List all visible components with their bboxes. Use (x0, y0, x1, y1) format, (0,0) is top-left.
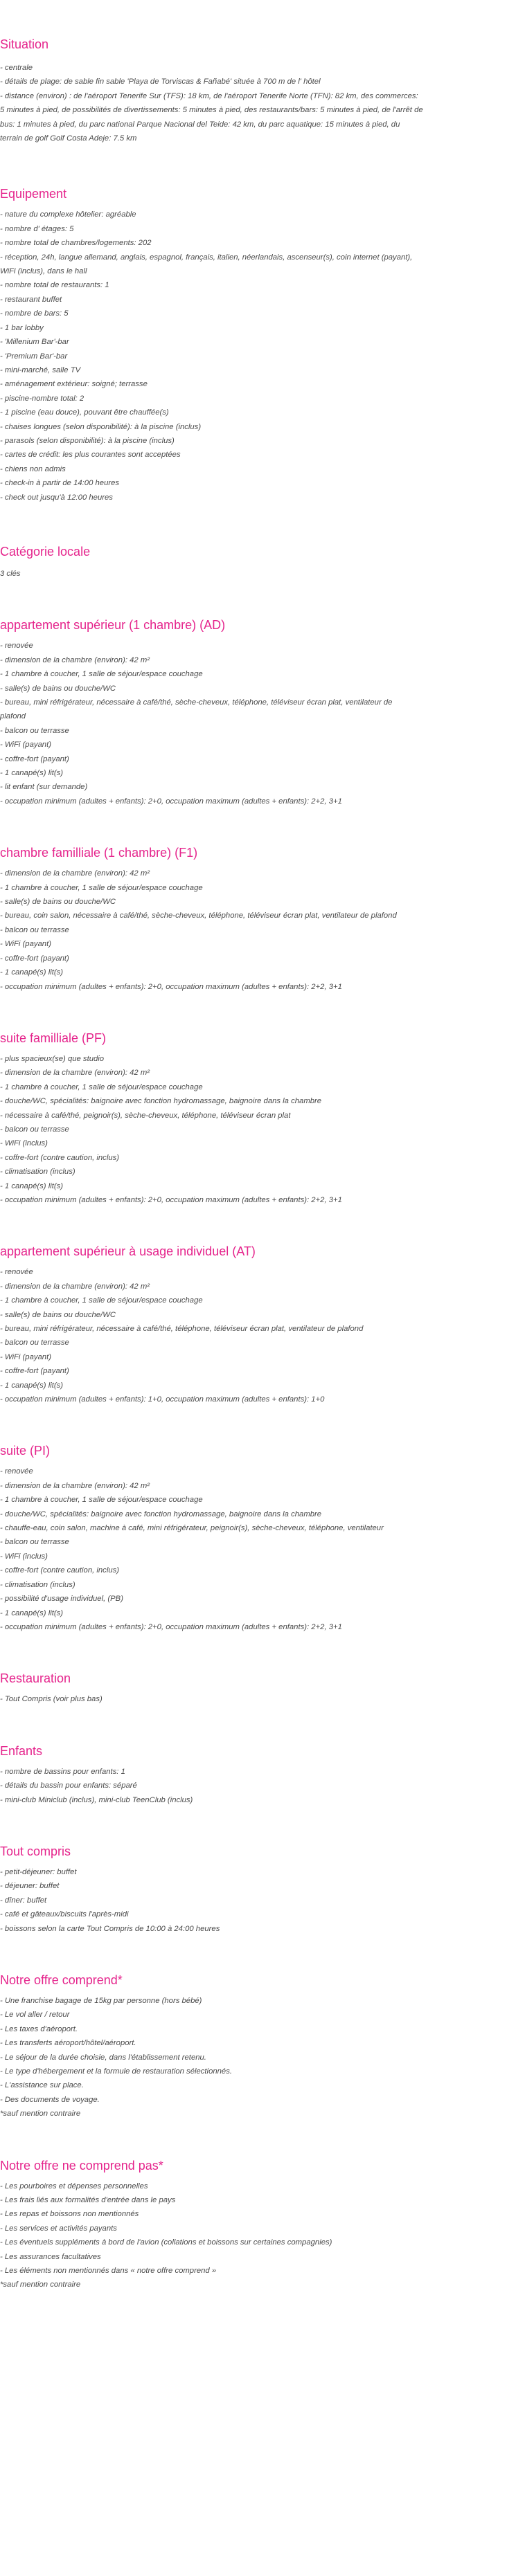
section-lines (0, 639, 525, 808)
text-line: - Le séjour de la durée choisie, dans l'établissement retenu. (0, 2053, 206, 2062)
section-lines (0, 1464, 525, 1634)
section-pf (0, 1030, 525, 1207)
text-line: WiFi (inclus), dans le hall (0, 267, 87, 276)
text-line: - parasols (selon disponibilité): à la piscine (inclus) (0, 436, 175, 445)
section-lines (0, 1265, 525, 1406)
section-lines (0, 2179, 525, 2292)
section-categorie (0, 543, 525, 581)
text-line: - occupation minimum (adultes + enfants): 2+0, occupation maximum (adultes + enfants): 2+2, 3+1 (0, 1195, 342, 1204)
text-line: - nécessaire à café/thé, peignoir(s), sèche-cheveux, téléphone, téléviseur écran plat (0, 1111, 291, 1120)
text-line: - renovée (0, 1268, 33, 1277)
text-line: - 1 canapé(s) lit(s) (0, 968, 64, 977)
text-line: - mini-marché, salle TV (0, 365, 81, 374)
section-lines (0, 1692, 525, 1706)
text-line: - douche/WC, spécialités: baignoire avec fonction hydromassage, baignoire dans la chambre (0, 1097, 322, 1106)
text-line: - climatisation (inclus) (0, 1168, 75, 1177)
section-title: appartement supérieur (1 chambre) (AD) (0, 618, 226, 633)
document (0, 36, 525, 2299)
text-line: - 'Millenium Bar'-bar (0, 338, 69, 347)
text-line: - réception, 24h, langue allemand, anglais, espagnol, français, italien, néerlandais, ascenseur(s), coin internet (payant), (0, 253, 413, 262)
section-title: Equipement (0, 187, 67, 201)
text-line: - renovée (0, 642, 33, 651)
text-line: - Le vol aller / retour (0, 2011, 70, 2020)
text-line: - balcon ou terrasse (0, 726, 69, 735)
text-line: - dîner: buffet (0, 1896, 47, 1905)
text-line: - 1 piscine (eau douce), pouvant être chauffée(s) (0, 408, 169, 417)
section-situation (0, 36, 525, 145)
text-line: - salle(s) de bains ou douche/WC (0, 1310, 116, 1319)
text-line: - check out jusqu'à 12:00 heures (0, 493, 113, 502)
text-line: - centrale (0, 64, 33, 72)
text-line: - balcon ou terrasse (0, 925, 69, 934)
section-pi (0, 1442, 525, 1634)
text-line: - nature du complexe hôtelier: agréable (0, 210, 136, 219)
text-line: - salle(s) de bains ou douche/WC (0, 684, 116, 693)
text-line: - Le type d'hébergement et la formule de restauration sélectionnés. (0, 2067, 232, 2076)
text-line: terrain de golf Golf Costa Adeje: 7.5 km (0, 134, 137, 143)
text-line: *sauf mention contraire (0, 2110, 81, 2119)
section-ad (0, 617, 525, 808)
text-line: - dimension de la chambre (environ): 42 m² (0, 1481, 150, 1490)
section-title: chambre familliale (1 chambre) (F1) (0, 846, 198, 860)
text-line: - Les services et activités payants (0, 2224, 117, 2233)
section-title: Notre offre ne comprend pas* (0, 2158, 163, 2173)
section-title: suite (PI) (0, 1444, 51, 1458)
text-line: - restaurant buffet (0, 295, 62, 304)
text-line: - chiens non admis (0, 464, 66, 473)
text-line: - aménagement extérieur: soigné; terrasse (0, 380, 148, 389)
text-line: - balcon ou terrasse (0, 1125, 69, 1134)
section-lines (0, 1994, 525, 2121)
text-line: - Les assurances facultatives (0, 2252, 101, 2261)
text-line: - Des documents de voyage. (0, 2095, 100, 2104)
text-line: - petit-déjeuner: buffet (0, 1867, 77, 1876)
text-line: - déjeuner: buffet (0, 1882, 60, 1891)
text-line: - WiFi (inclus) (0, 1552, 48, 1561)
text-line: - 1 canapé(s) lit(s) (0, 1608, 64, 1617)
section-enfants (0, 1743, 525, 1807)
text-line: - Les éléments non mentionnés dans « notre offre comprend » (0, 2267, 217, 2276)
text-line: - 1 canapé(s) lit(s) (0, 769, 64, 778)
text-line: - Tout Compris (voir plus bas) (0, 1695, 103, 1704)
text-line: - dimension de la chambre (environ): 42 m² (0, 1282, 150, 1291)
section-lines (0, 208, 525, 505)
text-line: - 1 chambre à coucher, 1 salle de séjour/espace couchage (0, 670, 203, 679)
text-line: - WiFi (inclus) (0, 1139, 48, 1148)
section-title: Enfants (0, 1743, 43, 1758)
text-line: - dimension de la chambre (environ): 42 m² (0, 655, 150, 664)
text-line: - douche/WC, spécialités: baignoire avec fonction hydromassage, baignoire dans la chambre (0, 1509, 322, 1518)
text-line: - occupation minimum (adultes + enfants): 2+0, occupation maximum (adultes + enfants): 2+2, 3+1 (0, 1622, 342, 1631)
text-line: - Les transferts aéroport/hôtel/aéroport. (0, 2039, 136, 2048)
text-line: - 'Premium Bar'-bar (0, 352, 68, 361)
section-f1 (0, 844, 525, 994)
text-line: - lit enfant (sur demande) (0, 783, 88, 792)
text-line: - Les repas et boissons non mentionnés (0, 2210, 139, 2219)
section-title: appartement supérieur à usage individuel (AT) (0, 1244, 256, 1259)
text-line: - coffre-fort (contre caution, inclus) (0, 1566, 120, 1575)
text-line: - bureau, mini réfrigérateur, nécessaire à café/thé, téléphone, téléviseur écran plat, ventilateur de plafond (0, 1325, 364, 1333)
text-line: - nombre d' étages: 5 (0, 224, 74, 233)
text-line: - occupation minimum (adultes + enfants): 2+0, occupation maximum (adultes + enfants): 2+2, 3+1 (0, 982, 342, 991)
section-title: Restauration (0, 1671, 71, 1686)
text-line: - bureau, mini réfrigérateur, nécessaire à café/thé, sèche-cheveux, téléphone, téléviseur écran plat, ventilateur de (0, 698, 393, 707)
text-line: - nombre de bassins pour enfants: 1 (0, 1767, 125, 1776)
text-line: - distance (environ) : de l'aéroport Tenerife Sur (TFS): 18 km, de l'aéroport Tenerife Norte (TFN): 82 km, des commerces: (0, 91, 418, 100)
text-line: - nombre total de chambres/logements: 202 (0, 239, 152, 248)
text-line: - Les taxes d'aéroport. (0, 2024, 78, 2033)
text-line: - chauffe-eau, coin salon, machine à café, mini réfrigérateur, peignoir(s), sèche-cheveux, téléphone, ventilateur (0, 1524, 384, 1533)
text-line: - dimension de la chambre (environ): 42 m² (0, 1069, 150, 1078)
text-line: - Une franchise bagage de 15kg par personne (hors bébé) (0, 1996, 202, 2005)
text-line: - coffre-fort (payant) (0, 1367, 69, 1376)
section-offre-ne-comprend-pas (0, 2157, 525, 2292)
text-line: - L'assistance sur place. (0, 2081, 84, 2090)
text-line: - salle(s) de bains ou douche/WC (0, 898, 116, 907)
text-line: - mini-club Miniclub (inclus), mini-club TeenClub (inclus) (0, 1795, 193, 1804)
text-line: - détails de plage: de sable fin sable 'Playa de Torviscas & Fañabé' située à 700 m de l' hôtel (0, 78, 321, 87)
section-title: Notre offre comprend* (0, 1972, 123, 1987)
text-line: - possibilité d'usage individuel, (PB) (0, 1595, 123, 1604)
text-line: - 1 canapé(s) lit(s) (0, 1181, 64, 1190)
section-title: suite familliale (PF) (0, 1031, 107, 1045)
section-lines (0, 61, 525, 145)
text-line: - check-in à partir de 14:00 heures (0, 479, 120, 488)
text-line: - WiFi (payant) (0, 741, 51, 750)
text-line: - coffre-fort (payant) (0, 954, 69, 963)
section-lines (0, 1052, 525, 1207)
text-line: - cartes de crédit: les plus courantes sont acceptées (0, 451, 181, 460)
text-line: - Les éventuels suppléments à bord de l'avion (collations et boissons sur certaines compagnies) (0, 2238, 332, 2247)
text-line: - occupation minimum (adultes + enfants): 1+0, occupation maximum (adultes + enfants): 1+0 (0, 1395, 325, 1404)
text-line: 5 minutes à pied, de possibilités de divertissements: 5 minutes à pied, des restaurants/bars: 5 minutes à pied, de l'arrêt de (0, 106, 423, 115)
text-line: - 1 canapé(s) lit(s) (0, 1381, 64, 1390)
text-line: - WiFi (payant) (0, 1352, 51, 1361)
text-line: - chaises longues (selon disponibilité): à la piscine (inclus) (0, 422, 202, 431)
section-title: Catégorie locale (0, 544, 91, 559)
text-line: - piscine-nombre total: 2 (0, 394, 84, 403)
section-lines (0, 567, 525, 581)
text-line: - climatisation (inclus) (0, 1580, 75, 1589)
section-title: Situation (0, 37, 49, 51)
section-equipement (0, 185, 525, 505)
text-line: - café et gâteaux/biscuits l'après-midi (0, 1910, 129, 1919)
section-title: Tout compris (0, 1844, 71, 1858)
text-line: - plus spacieux(se) que studio (0, 1054, 105, 1063)
text-line: - balcon ou terrasse (0, 1339, 69, 1348)
text-line: - coffre-fort (contre caution, inclus) (0, 1153, 120, 1162)
text-line: - nombre total de restaurants: 1 (0, 281, 109, 290)
section-offre-comprend (0, 1972, 525, 2121)
text-line: - coffre-fort (payant) (0, 754, 69, 763)
text-line: 3 clés (0, 569, 21, 578)
section-lines (0, 1865, 525, 1936)
text-line: - boissons selon la carte Tout Compris de 10:00 à 24:00 heures (0, 1924, 220, 1933)
text-line: - 1 chambre à coucher, 1 salle de séjour/espace couchage (0, 1496, 203, 1505)
section-lines (0, 1765, 525, 1807)
text-line: - nombre de bars: 5 (0, 309, 69, 318)
text-line: - renovée (0, 1467, 33, 1476)
section-at (0, 1243, 525, 1406)
section-restauration (0, 1670, 525, 1706)
text-line: - WiFi (payant) (0, 940, 51, 949)
text-line: - détails du bassin pour enfants: séparé (0, 1781, 137, 1790)
text-line: - Les pourboires et dépenses personnelles (0, 2182, 148, 2190)
section-tout-compris (0, 1843, 525, 1936)
text-line: - 1 chambre à coucher, 1 salle de séjour/espace couchage (0, 883, 203, 892)
text-line: - 1 bar lobby (0, 323, 44, 332)
text-line: - dimension de la chambre (environ): 42 m² (0, 869, 150, 878)
text-line: plafond (0, 712, 26, 721)
text-line: - 1 chambre à coucher, 1 salle de séjour/espace couchage (0, 1082, 203, 1091)
text-line: bus: 1 minutes à pied, du parc national Parque Nacional del Teide: 42 km, du parc aquatique: 15 minutes à pied, du (0, 120, 400, 129)
text-line: *sauf mention contraire (0, 2280, 81, 2289)
text-line: - balcon ou terrasse (0, 1538, 69, 1547)
text-line: - bureau, coin salon, nécessaire à café/thé, sèche-cheveux, téléphone, téléviseur écran plat, ventilateur de plafond (0, 911, 397, 920)
section-lines (0, 867, 525, 994)
text-line: - occupation minimum (adultes + enfants): 2+0, occupation maximum (adultes + enfants): 2+2, 3+1 (0, 797, 342, 806)
text-line: - 1 chambre à coucher, 1 salle de séjour/espace couchage (0, 1296, 203, 1305)
text-line: - Les frais liés aux formalités d'entrée dans le pays (0, 2196, 176, 2205)
